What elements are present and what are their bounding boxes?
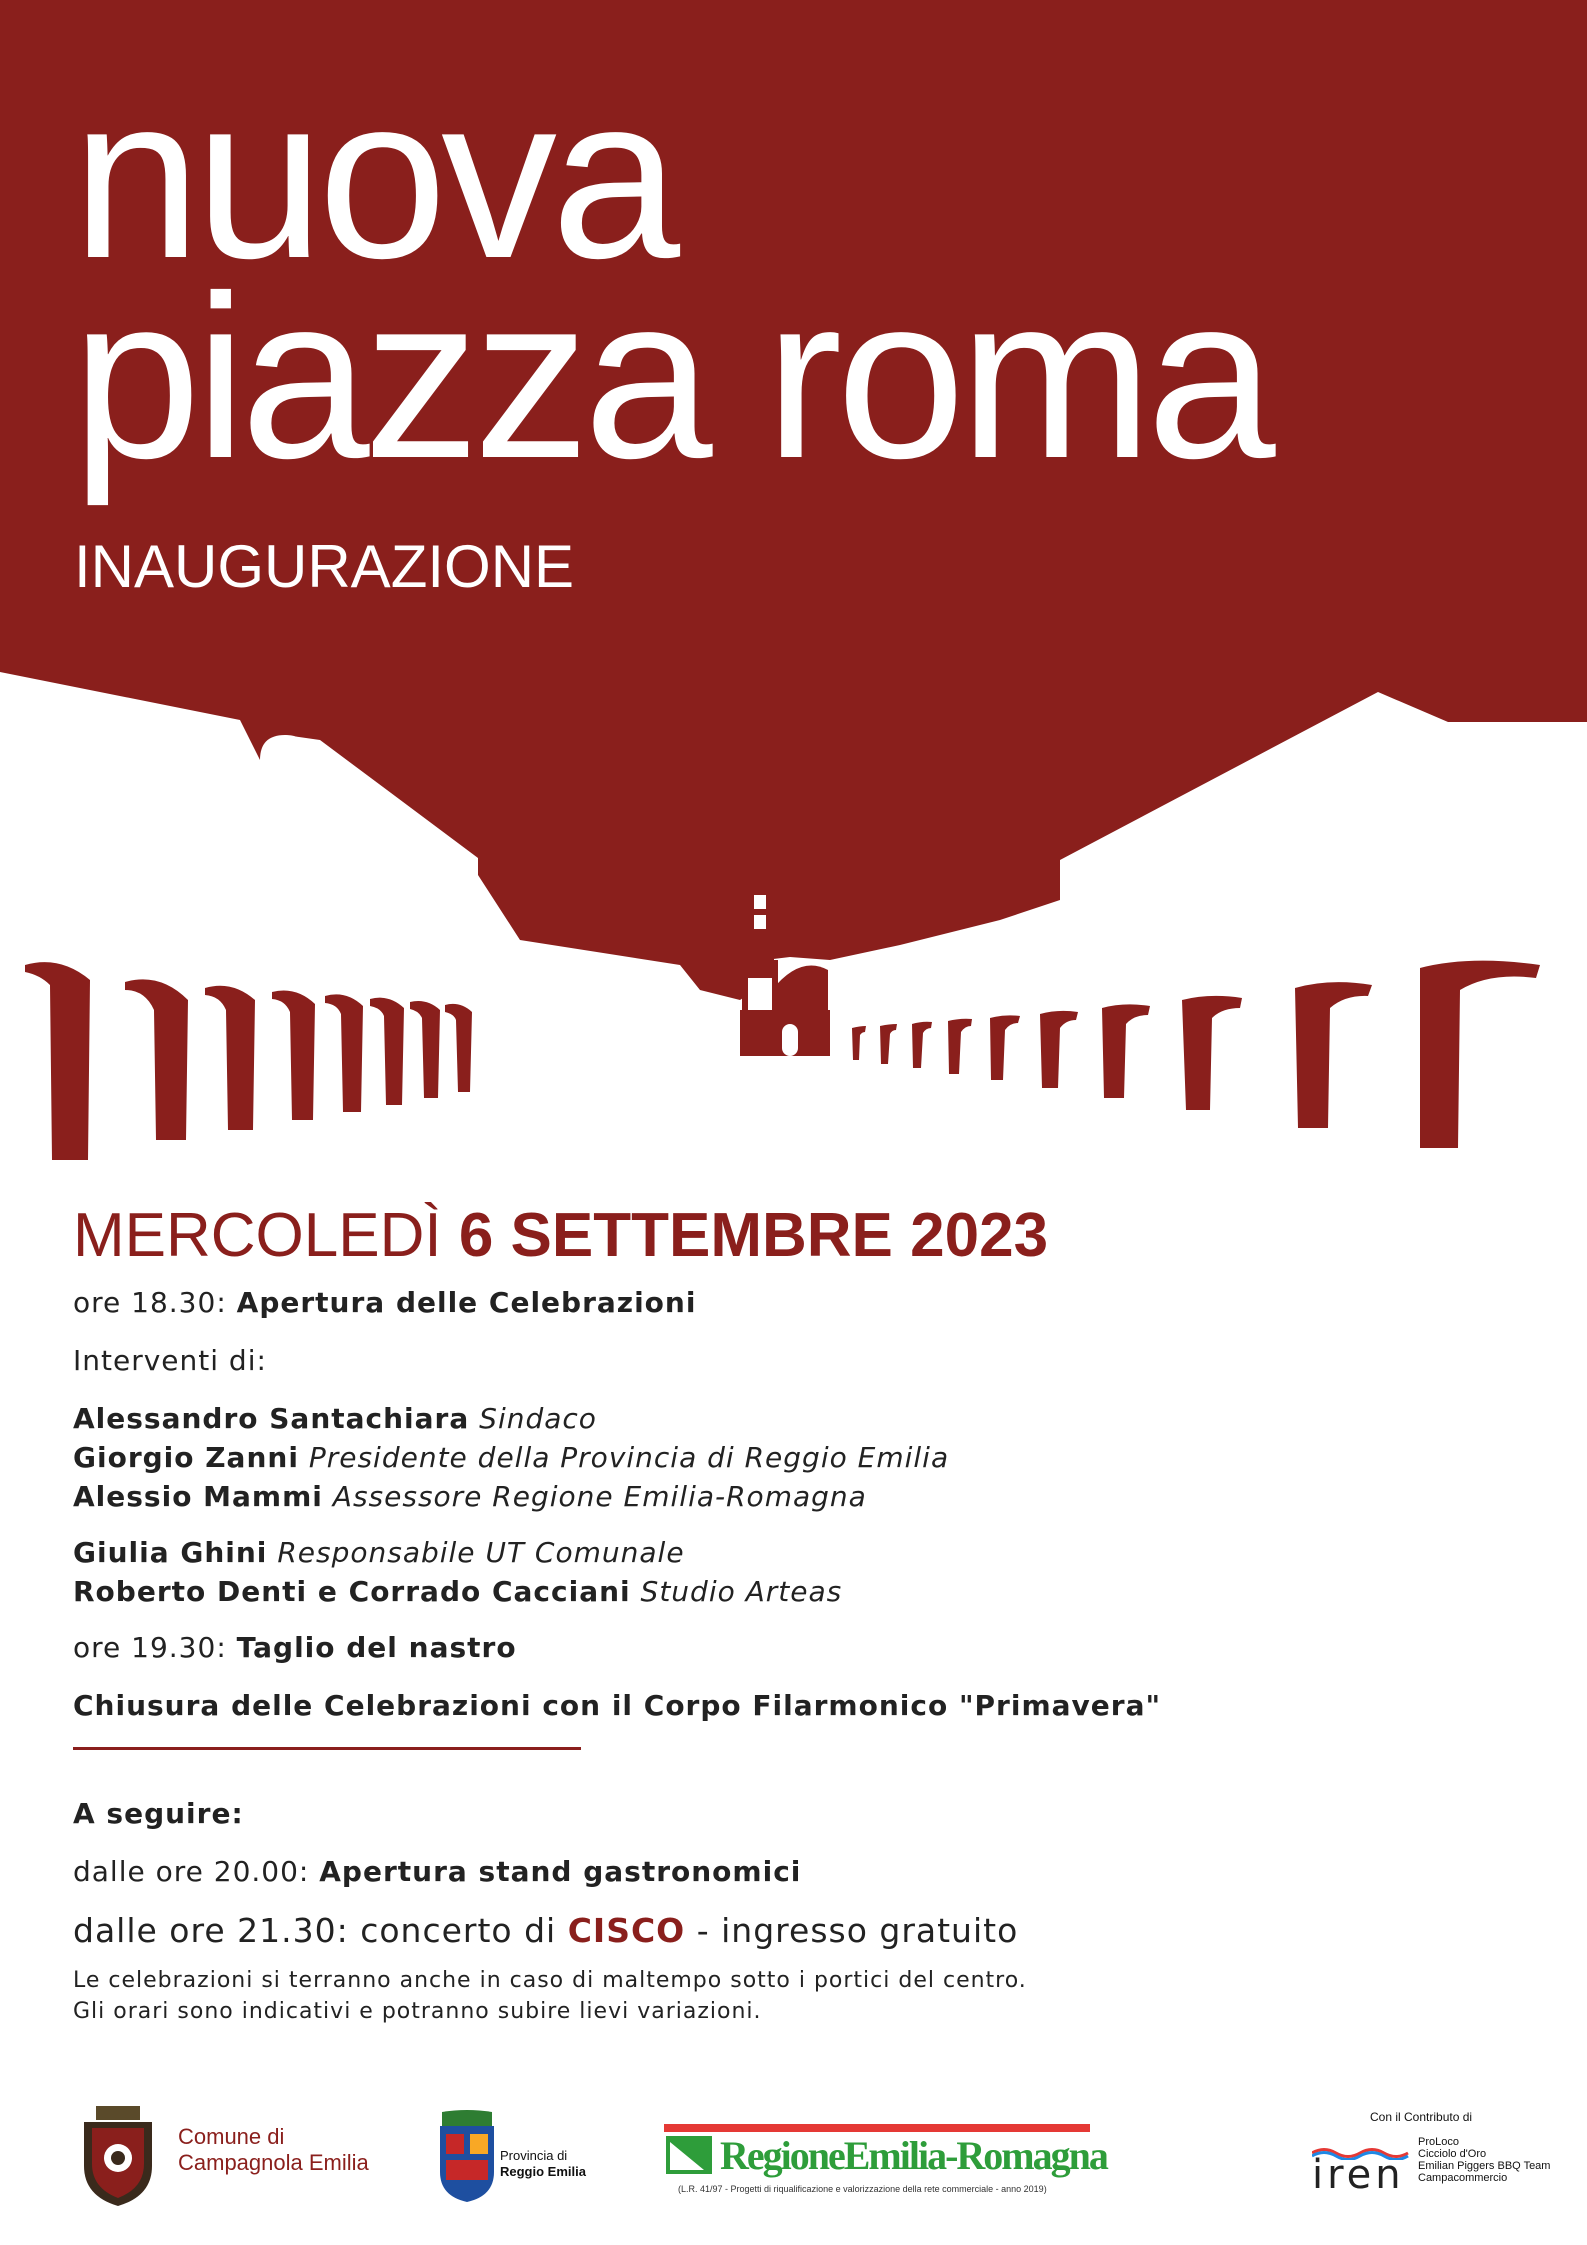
speaker-row: Roberto Denti e Corrado Cacciani Studio Arteas	[73, 1575, 843, 1608]
schedule-ribbon: ore 19.30: Taglio del nastro	[73, 1631, 517, 1664]
provincia-label-1: Provincia di	[500, 2148, 568, 2163]
speaker-row: Alessio Mammi Assessore Regione Emilia-Romagna	[73, 1480, 867, 1513]
regione-name: RegioneEmilia-Romagna	[720, 2133, 1107, 2178]
event-date-day: MERCOLEDÌ	[73, 1201, 442, 1270]
sponsor-item: ProLoco	[1418, 2136, 1459, 2148]
provincia-crest-icon	[436, 2108, 498, 2204]
note-times: Gli orari sono indicativi e potranno subire lievi variazioni.	[73, 1999, 762, 2024]
regione-emblem-icon	[664, 2134, 714, 2176]
comune-logo	[78, 2104, 408, 2214]
title-line-1: nuova	[72, 48, 675, 307]
sponsor-item: Cicciolo d'Oro	[1418, 2148, 1487, 2160]
regione-bar	[664, 2124, 1090, 2132]
event-details	[73, 1200, 1513, 2027]
provincia-logo	[436, 2108, 606, 2208]
comune-label-2: Campagnola Emilia	[178, 2150, 369, 2175]
contrib-label: Con il Contributo di	[1370, 2110, 1473, 2124]
speaker-row: Alessandro Santachiara Sindaco	[73, 1402, 597, 1435]
follow-label: A seguire:	[73, 1797, 244, 1830]
schedule-opening: ore 18.30: Apertura delle Celebrazioni	[73, 1286, 697, 1319]
iren-logo: iren	[1312, 2152, 1405, 2198]
speaker-row: Giorgio Zanni Presidente della Provincia di Reggio Emilia	[73, 1441, 950, 1474]
schedule-stands: dalle ore 20.00: Apertura stand gastronomici	[73, 1855, 802, 1888]
schedule-closing: Chiusura delle Celebrazioni con il Corpo Filarmonico "Primavera"	[73, 1689, 1162, 1722]
title-line-2: piazza roma	[72, 248, 1270, 507]
comune-label-1: Comune di	[178, 2124, 285, 2149]
sponsor-item: Emilian Piggers BBQ Team	[1418, 2160, 1551, 2172]
subtitle: INAUGURAZIONE	[74, 533, 575, 600]
event-date-full: 6 SETTEMBRE 2023	[458, 1201, 1049, 1270]
sponsor-logos	[0, 2100, 1587, 2245]
comune-crest-icon	[78, 2104, 158, 2208]
sponsor-item: Campacommercio	[1418, 2172, 1508, 2184]
provincia-label-2: Reggio Emilia	[500, 2164, 586, 2179]
event-date	[73, 1200, 1513, 1271]
contributors	[1310, 2110, 1570, 2210]
note-weather: Le celebrazioni si terranno anche in caso di maltempo sotto i portici del centro.	[73, 1968, 1027, 1993]
interventi-label: Interventi di:	[73, 1344, 267, 1377]
schedule-concert: dalle ore 21.30: concerto di CISCO - ingresso gratuito	[73, 1911, 1019, 1950]
regione-logo	[664, 2124, 1107, 2204]
regione-note: (L.R. 41/97 - Progetti di riqualificazione e valorizzazione della rete commerciale - anno 2019)	[678, 2184, 1047, 2194]
speaker-row: Giulia Ghini Responsabile UT Comunale	[73, 1536, 685, 1569]
